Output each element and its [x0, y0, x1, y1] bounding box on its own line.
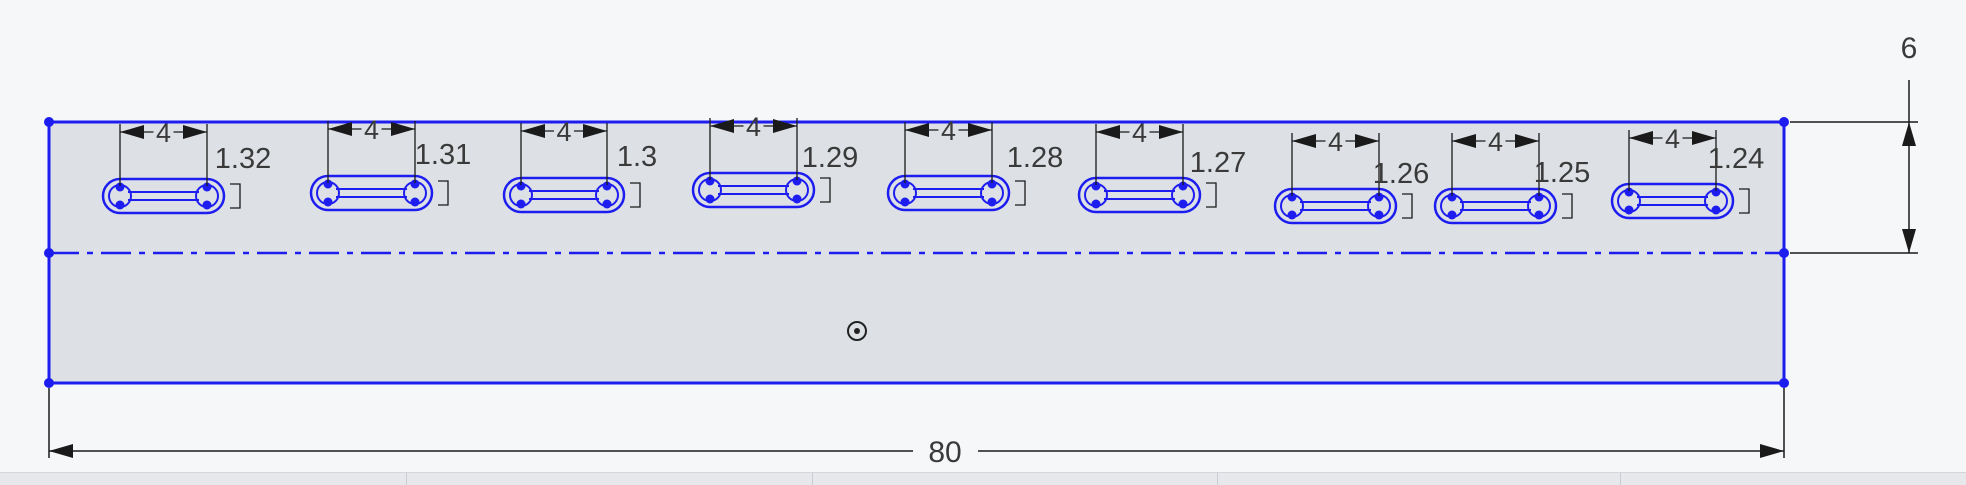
slot-width-label[interactable]: 4: [940, 116, 957, 146]
panel-divider: [1620, 473, 1621, 485]
slot-center-point[interactable]: [116, 201, 125, 210]
slot-center-point[interactable]: [203, 201, 212, 210]
slot-center-point[interactable]: [324, 198, 333, 207]
point-mid-left: [44, 248, 54, 258]
slot-center-point[interactable]: [1288, 211, 1297, 220]
slot-center-point[interactable]: [1625, 206, 1634, 215]
slot-center-point[interactable]: [1535, 211, 1544, 220]
dimension-height-label: 6: [1900, 32, 1918, 65]
panel-divider: [812, 473, 813, 485]
slot-center-point[interactable]: [706, 195, 715, 204]
point-bottom-right: [1779, 378, 1789, 388]
slot-width-label[interactable]: 4: [1327, 127, 1344, 157]
slot-offset-label[interactable]: 1.31: [414, 139, 472, 171]
point-top-right: [1779, 117, 1789, 127]
slot-width-label[interactable]: 4: [1487, 127, 1504, 157]
slot-center-point[interactable]: [1448, 211, 1457, 220]
slot-center-point[interactable]: [988, 198, 997, 207]
slot-offset-label[interactable]: 1.24: [1707, 143, 1765, 175]
slot-offset-label[interactable]: 1.26: [1372, 158, 1430, 190]
slot-width-label[interactable]: 4: [155, 118, 172, 148]
bottom-panel-strip: [0, 472, 1966, 485]
slot-center-point[interactable]: [517, 200, 526, 209]
point-top-left: [44, 117, 54, 127]
slot-width-label[interactable]: 4: [745, 112, 762, 142]
point-bottom-left: [44, 378, 54, 388]
slot-center-point[interactable]: [793, 195, 802, 204]
slot-center-point[interactable]: [901, 198, 910, 207]
slot-center-point[interactable]: [1179, 200, 1188, 209]
slot-offset-label[interactable]: 1.27: [1189, 147, 1247, 179]
slot-offset-label[interactable]: 1.32: [214, 143, 272, 175]
panel-divider: [1217, 473, 1218, 485]
dimension-height[interactable]: [1790, 32, 1918, 253]
point-mid-right: [1779, 248, 1789, 258]
dimension-overall-width-label: 80: [928, 436, 962, 469]
panel-divider: [406, 473, 407, 485]
slot-offset-label[interactable]: 1.3: [616, 141, 658, 173]
slot-offset-label[interactable]: 1.28: [1006, 142, 1064, 174]
slot-center-point[interactable]: [1712, 206, 1721, 215]
slot-center-point[interactable]: [411, 198, 420, 207]
slot-center-point[interactable]: [1092, 200, 1101, 209]
slot-width-label[interactable]: 4: [363, 115, 380, 145]
dimension-overall-width[interactable]: [49, 388, 1784, 469]
slot-width-label[interactable]: 4: [556, 117, 572, 147]
slot-center-point[interactable]: [603, 200, 612, 209]
slot-center-point[interactable]: [1375, 211, 1384, 220]
slot-width-label[interactable]: 4: [1664, 124, 1681, 154]
slot-width-label[interactable]: 4: [1131, 118, 1148, 148]
slot-offset-label[interactable]: 1.29: [801, 142, 859, 174]
slot-offset-label[interactable]: 1.25: [1533, 157, 1591, 189]
